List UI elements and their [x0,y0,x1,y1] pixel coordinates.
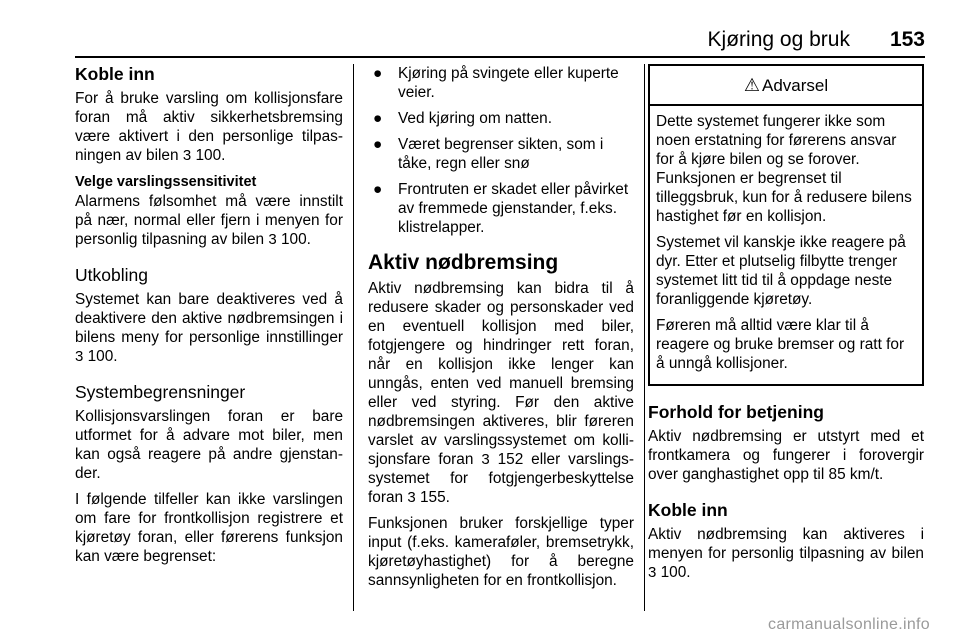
warning-header [650,66,922,106]
column-3 [648,64,924,589]
subheading-sensitivitet: Velge varslingssensitivitet [75,174,257,190]
bullet-icon: ● [373,136,383,153]
cross-reference-icon[interactable]: 3 [268,231,277,248]
limitations-list [368,64,634,237]
list-item: ● Frontruten er skadet eller påvirket av fremmede gjenstander, f.eks. klistrelapper. [373,181,629,236]
page-header [75,26,925,58]
paragraph-koble-inn: For å bruke varsling om kollisjonsfare foran må aktiv sikkerhetsbremsing være aktivert i den personlige tilpasningen av bilen 3 100. [75,90,343,164]
warning-icon: ⚠ [743,74,760,95]
warning-title: Advarsel [762,75,829,95]
paragraph-system-1: Kollisjonsvarslingen foran er bare utformet for å advare mot biler, men kan også reagere på andre gjenstander. [75,408,343,482]
paragraph-sensitivitet: Alarmens følsomhet må være innstilt på nær, normal eller fjern i menyen for personlig tilpasning av bilen 3 100. [75,193,343,248]
cross-reference-icon[interactable]: 3 [407,489,416,506]
warning-paragraph-1: Dette systemet fungerer ikke som noen erstatning for førerens ansvar for å kjøre bilen og se forover. Funksjonen er begrenset til tilleggsbruk, kun for å redusere bilens hastighet før en kollisjon. [656,113,912,225]
paragraph-forhold: Aktiv nødbremsing er utstyrt med et frontkamera og fungerer i forovergir over ganghastighet opp til 85 km/t. [648,428,924,483]
list-item: ● Været begrenser sikten, som i tåke, regn eller snø [373,136,604,172]
column-divider-2 [644,64,645,611]
cross-reference-icon[interactable]: 3 [481,451,490,468]
paragraph-utkobling: Systemet kan bare deaktiveres ved å deaktivere den aktive nødbremsingen i bilens meny for personlige innstillinger 3 100. [75,291,343,365]
cross-reference-icon[interactable]: 3 [648,564,657,581]
paragraph-koble-inn-2: Aktiv nødbremsing kan aktiveres i menyen for personlig tilpasning av bilen 3 100. [648,526,924,581]
column-1 [75,64,343,573]
list-item: ● Ved kjøring om natten. [373,110,552,127]
chapter-title: Kjøring og bruk [707,28,850,51]
bullet-icon: ● [373,110,383,127]
bullet-icon: ● [373,181,383,198]
heading-aktiv-nodbremsing: Aktiv nødbremsing [368,251,559,274]
column-2 [368,64,634,597]
page-number: 153 [889,28,925,51]
watermark: carmanualsonline.info [768,616,930,633]
paragraph-aktiv-1: Aktiv nødbremsing kan bidra til å redusere skader og personskader ved en eventuell kollisjon med biler, fotgjengere og hindringer rett foran, når en kollisjon ikke lenger kan unngås, enten ved manuell bremsing eller ved styring. Før den aktive nødbremsingen aktiveres, blir føreren varslet av varslingssystemet om kollisjonsfare foran 3 152 eller varslingssystemet for fotgjengerbeskyttelse foran 3 155. [368,280,634,506]
heading-koble-inn-2: Koble inn [648,500,728,520]
heading-systembegrensninger: Systembegrensninger [75,382,246,402]
heading-koble-inn: Koble inn [75,64,155,84]
paragraph-aktiv-2: Funksjonen bruker forskjellige typer input (f.eks. kameraføler, bremsetrykk, kjøretøyhastighet) for å beregne sannsynligheten for en frontkollisjon. [368,515,634,589]
warning-paragraph-2: Systemet vil kanskje ikke reagere på dyr. Etter et plutselig filbytte trenger systemet litt tid til å oppdage neste foranliggende kjøretøy. [656,234,906,308]
heading-forhold: Forhold for betjening [648,402,824,422]
column-divider-1 [353,64,354,611]
warning-box [648,64,924,386]
warning-paragraph-3: Føreren må alltid være klar til å reagere og bruke bremser og ratt for å unngå kollisjoner. [656,317,905,372]
bullet-icon: ● [373,65,383,82]
list-item: ● Kjøring på svingete eller kuperte veier. [373,65,619,101]
paragraph-system-2: I følgende tilfeller kan ikke varslingen om fare for frontkollisjon registrere et kjøretøy foran, eller førerens funksjon kan være begrenset: [75,491,343,565]
cross-reference-icon[interactable]: 3 [182,147,192,164]
heading-utkobling: Utkobling [75,265,148,285]
warning-body [650,106,922,384]
cross-reference-icon[interactable]: 3 [75,348,84,365]
